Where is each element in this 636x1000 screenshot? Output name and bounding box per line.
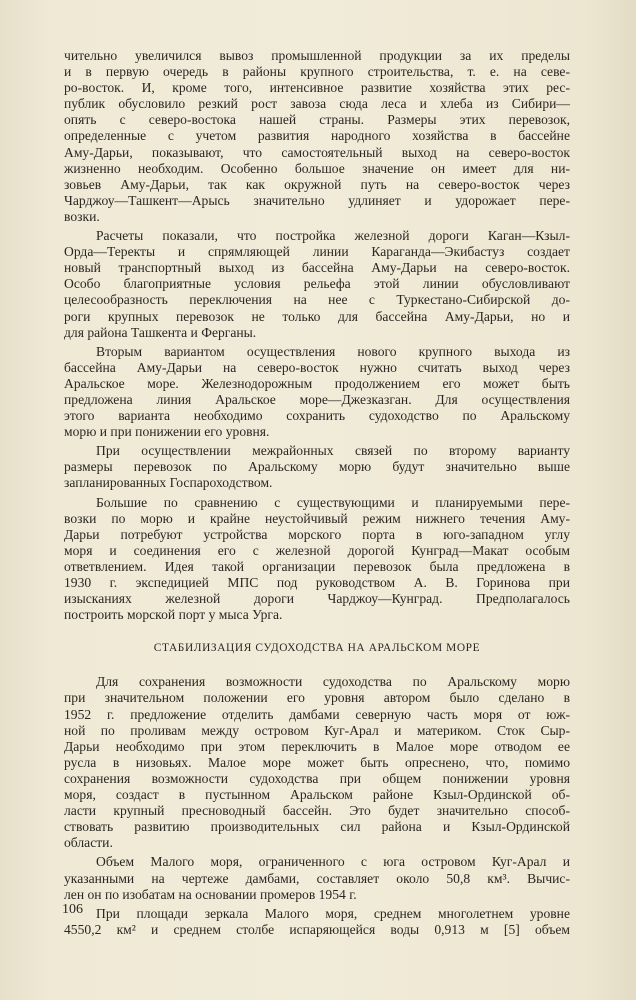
text-line: роги крупных перевозок не только для бассейна Аму-Дарьи, но и [64, 308, 570, 324]
text-line: моря и соединения его с железной дорогой Кунград—Макат особым [64, 542, 570, 558]
text-line: Расчеты показали, что постройка железной дороги Каган—Кзыл- [96, 228, 570, 244]
text-line: чительно увеличился вывоз промышленной продукции за их пределы [64, 48, 570, 63]
text-line: 4550,2 км² и среднем столбе испаряющейся воды 0,913 м [5] объем [64, 921, 570, 937]
text-line: возки. [64, 208, 100, 224]
text-line: ной по проливам между островом Куг-Арал и материком. Сток Сыр- [64, 722, 570, 738]
text-line: ствовать развитию производительных сил района и Кзыл-Ординской [64, 819, 570, 835]
paragraph-7 [64, 854, 570, 902]
text-line: области. [64, 835, 113, 851]
text-line: Вторым вариантом осуществления нового крупного выхода из [96, 343, 570, 359]
paragraph-4 [64, 443, 570, 491]
text-line: Для сохранения возможности судоходства по Аральскому морю [96, 674, 570, 690]
text-line: предложена линия Аральское море—Джезказган. Для осуществления [64, 391, 570, 407]
text-line: новый транспортный выход из бассейна Аму-Дарьи на северо-восток. [64, 260, 570, 276]
text-line: при значительном положении его уровня автором было сделано в [64, 690, 570, 706]
text-line: указанными на чертеже дамбами, составляет около 50,8 км³. Вычис- [64, 870, 570, 886]
text-line: размеры перевозок по Аральскому морю будут значительно выше [64, 459, 570, 475]
paragraph-1 [64, 48, 570, 225]
text-line: зовьев Аму-Дарьи, так как окружной путь на северо-восток через [64, 176, 570, 192]
text-line: целесообразность переключения на нее с Туркестано-Сибирской до- [64, 292, 570, 308]
text-line: этого варианта необходимо сохранить судоходство по Аральскому [64, 408, 570, 424]
text-line: для района Ташкента и Ферганы. [64, 324, 257, 340]
text-line: запланированных Госпароходством. [64, 475, 273, 491]
body-text [64, 48, 570, 938]
text-line: ответвлением. Идея такой организации перевозок была предложена в [64, 558, 570, 574]
text-line: жизненно необходим. Особенно большое значение он имеет для ни- [64, 160, 570, 176]
text-line: ро-восток. И, кроме того, интенсивное развитие хозяйства этих рес- [64, 80, 570, 96]
text-line: Большие по сравнению с существующими и планируемыми пере- [96, 494, 570, 510]
text-line: Аму-Дарьи, показывают, что самостоятельный выход на северо-восток [64, 144, 570, 160]
paragraph-5 [64, 495, 570, 624]
text-line: 1930 г. экспедицией МПС под руководством А. В. Горинова при [64, 575, 570, 590]
paragraph-8 [64, 906, 570, 938]
text-line: При площади зеркала Малого моря, среднем многолетнем уровне [96, 905, 570, 921]
text-line: опять с северо-востока нашей страны. Размеры этих перевозок, [64, 112, 570, 128]
text-line: Чарджоу—Ташкент—Арысь значительно удлиняет и удорожает пере- [64, 192, 570, 208]
text-line: бассейна Аму-Дарьи на северо-восток нужно считать выход через [64, 359, 570, 375]
text-line: публик обусловило резкий рост завоза сюда леса и хлеба из Сибири— [64, 96, 570, 112]
text-line: Дарьи необходимо при этом переключить в Малое море отводом ее [64, 738, 570, 754]
text-line: Особо благоприятные условия рельефа этой линии обусловливают [64, 276, 570, 292]
paragraph-2 [64, 228, 570, 341]
text-line: построить морской порт у мыса Урга. [64, 607, 283, 623]
section-heading: СТАБИЛИЗАЦИЯ СУДОХОДСТВА НА АРАЛЬСКОМ МОРЕ [153, 642, 481, 655]
text-line: и в первую очередь в районы крупного строительства, т. е. на севе- [64, 64, 570, 80]
text-line: ласти крупный пресноводный бассейн. Это будет значительно способ- [64, 803, 570, 819]
text-line: Дарьи потребуют устройства морского порта в юго-западном углу [64, 526, 570, 542]
text-line: При осуществлении межрайонных связей по второму варианту [96, 443, 570, 459]
paragraph-3 [64, 344, 570, 441]
text-line: возки по морю и крайне неустойчивый режим нижнего течения Аму- [64, 510, 570, 526]
paragraph-6 [64, 674, 570, 851]
text-line: определенные с учетом развития народного хозяйства в бассейне [64, 128, 570, 144]
text-line: моря, создаст в пустынном Аральском районе Кзыл-Ординской об- [64, 787, 570, 803]
text-line: русла в низовьях. Малое море может быть опреснено, что, помимо [64, 754, 570, 770]
text-line: Аральское море. Железнодорожным продолжением его может быть [64, 375, 570, 391]
text-line: Объем Малого моря, ограниченного с юга островом Куг-Арал и [96, 854, 570, 870]
page-number: 106 [62, 902, 83, 917]
text-line: изысканиях железной дороги Чарджоу—Кунград. Предполагалось [64, 591, 570, 607]
text-line: Орда—Теректы и спрямляющей линии Караганда—Экибастуз создает [64, 244, 570, 260]
text-line: морю и при понижении его уровня. [64, 424, 270, 440]
text-line: лен он по изобатам на основании промеров 1954 г. [64, 886, 357, 902]
text-line: 1952 г. предложение отделить дамбами северную часть моря от юж- [64, 706, 570, 722]
text-line: сохранения возможности судоходства при общем понижении уровня [64, 770, 570, 786]
